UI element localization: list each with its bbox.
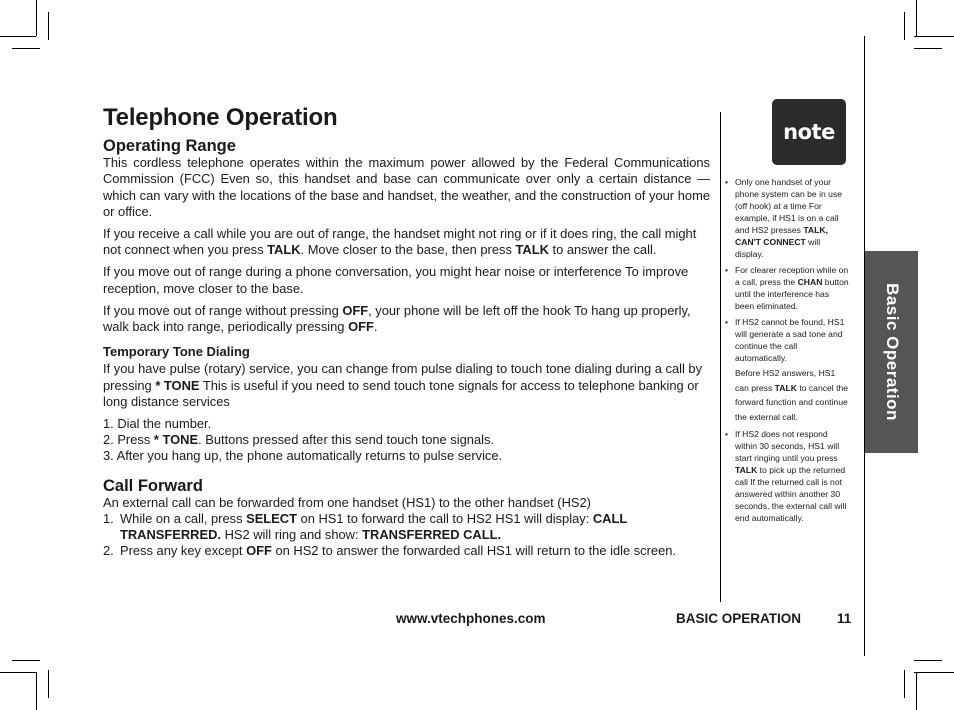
- crop-mark: [48, 12, 49, 40]
- note-item: • If HS2 does not respond within 30 seconds, HS1 will start ringing until you press TALK to pick up the returned call If the returned call is not answered within another 30 seconds, the external call will end automatically.: [724, 428, 849, 524]
- footer-url: www.vtechphones.com: [396, 611, 546, 626]
- interference-paragraph: If you move out of range during a phone conversation, you might hear noise or interference To improve reception, move closer to the base.: [103, 264, 689, 296]
- operating-range-section: [103, 138, 710, 335]
- crop-mark: [914, 36, 954, 37]
- operating-range-paragraph: This cordless telephone operates within the maximum power allowed by the Federal Communications Commission (FCC) Even so, this handset and base can communicate over only a certain distance — which can vary with the locations of the base and handset, the weather, and the construction of your home or office.: [103, 155, 710, 219]
- crop-mark: [12, 660, 40, 661]
- call-forward-intro: An external call can be forwarded from one handset (HS1) to the other handset (HS2): [103, 494, 591, 510]
- main-content: [103, 138, 710, 560]
- list-item: 1. While on a call, press SELECT on HS1 to forward the call to HS2 HS1 will display: CALL TRANSFERRED. HS2 will ring and show: TRANSFERRED CALL.: [103, 511, 627, 543]
- list-item: 2. Press any key except OFF on HS2 to answer the forwarded call HS1 will return to the idle screen.: [103, 543, 676, 559]
- list-item: 2. Press * TONE. Buttons pressed after this send touch tone signals.: [103, 432, 495, 448]
- crop-mark: [904, 670, 905, 698]
- out-of-range-paragraph: If you receive a call while you are out of range, the handset might not ring or if it does ring, the call might not connect when you press TALK. Move closer to the base, then press TALK to answer the call.: [103, 226, 697, 258]
- note-item: • For clearer reception while on a call, press the CHAN button until the interference has been eliminated.: [724, 264, 849, 312]
- tone-dialing-paragraph: If you have pulse (rotary) service, you can change from pulse dialing to touch tone dialing during a call by pressing * TONE This is useful if you need to send touch tone signals for access to telephone banking or long distance services: [103, 361, 703, 409]
- list-item: 3. After you hang up, the phone automatically returns to pulse service.: [103, 448, 503, 464]
- page-number: 11: [837, 611, 852, 626]
- tone-dialing-heading: Temporary Tone Dialing: [103, 344, 250, 360]
- crop-mark: [12, 48, 40, 49]
- section-side-tab: [865, 251, 918, 453]
- crop-mark: [0, 36, 36, 37]
- footer-section-label: BASIC OPERATION: [676, 611, 802, 626]
- note-item: • Only one handset of your phone system can be in use (off hook) at a time For example, if HS1 is on a call and HS2 presses TALK, CAN'T CONNECT will display.: [724, 176, 849, 260]
- call-forward-section: [103, 478, 710, 560]
- crop-mark: [904, 12, 905, 40]
- note-item: • If HS2 cannot be found, HS1 will generate a sad tone and continue the call automatically. Before HS2 answers, HS1 can press TALK to cancel the forward function and continue the external call.: [724, 316, 849, 424]
- tone-dialing-section: [103, 344, 710, 464]
- tone-dialing-steps: [103, 416, 710, 465]
- crop-mark: [36, 672, 37, 710]
- side-tab-label: Basic Operation: [882, 283, 902, 421]
- list-item: 1. Dial the number.: [103, 416, 212, 432]
- off-hook-paragraph: If you move out of range without pressing OFF, your phone will be left off the hook To hang up properly, walk back into range, periodically pressing OFF.: [103, 302, 691, 335]
- column-divider: [720, 112, 721, 602]
- crop-mark: [36, 0, 37, 36]
- crop-mark: [916, 0, 917, 36]
- call-forward-heading: Call Forward: [103, 476, 203, 495]
- crop-mark: [48, 670, 49, 698]
- page-title: Telephone Operation: [103, 104, 338, 131]
- crop-mark: [914, 672, 954, 673]
- crop-mark: [916, 672, 917, 710]
- call-forward-steps: [103, 511, 710, 560]
- notes-list: [724, 176, 849, 528]
- crop-mark: [914, 660, 942, 661]
- operating-range-heading: Operating Range: [103, 137, 236, 155]
- crop-mark: [0, 672, 36, 673]
- crop-mark: [914, 48, 942, 49]
- note-badge: note: [772, 99, 846, 165]
